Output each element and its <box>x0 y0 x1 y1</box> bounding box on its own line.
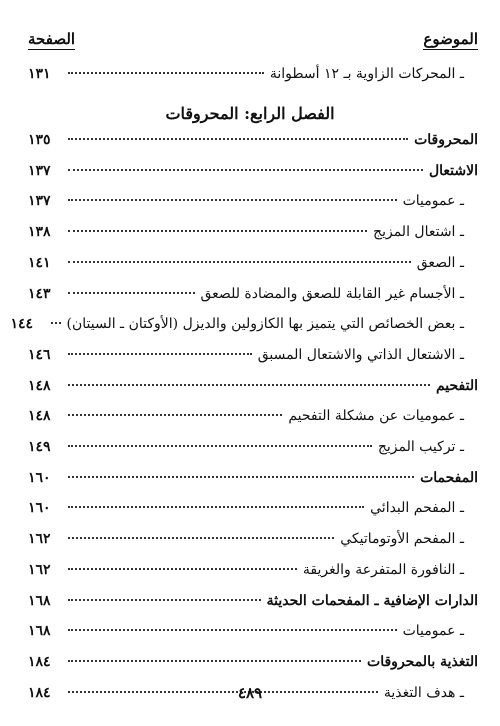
toc-entry-page: ١٤١ <box>28 254 51 271</box>
toc-entry-page: ١٦٢ <box>28 531 51 548</box>
subject-column-heading: الموضوع <box>423 30 478 48</box>
toc-entry <box>28 623 478 645</box>
toc-header <box>28 30 478 52</box>
toc-entry-title: ـ النافورة المتفرعة والغريقة <box>302 561 464 578</box>
dot-leader <box>68 414 282 416</box>
toc-entry <box>28 255 478 277</box>
toc-entry-title: التغذية بالمحروقات <box>367 653 478 670</box>
toc-entry-page: ١٦٨ <box>28 623 51 640</box>
toc-entry-page: ١٣٧ <box>28 193 51 210</box>
toc-entry-title: الدارات الإضافية ـ المفحمات الحديثة <box>266 592 478 609</box>
toc-entry-title: ـ عموميات <box>402 623 464 640</box>
toc-entry <box>28 500 478 522</box>
toc-entry-page: ١٣٧ <box>28 162 51 179</box>
dot-leader <box>68 230 367 232</box>
toc-entry-top <box>28 66 478 88</box>
toc-entry-page: ١٣٥ <box>28 132 51 148</box>
toc-entry-page: ١٤٨ <box>28 408 51 425</box>
dot-leader <box>68 199 397 201</box>
toc-entry <box>28 378 478 400</box>
dot-leader <box>68 660 361 662</box>
toc-entry <box>28 224 478 246</box>
toc-entry-page: ١٤٨ <box>28 377 51 394</box>
toc-entry-title: ـ عموميات <box>402 193 464 210</box>
toc-entry-page: ١٨٤ <box>28 684 51 701</box>
dot-leader <box>68 169 423 171</box>
toc-entry-title: ـ الاشتعال الذاتي والاشتعال المسبق <box>257 346 464 363</box>
toc-entry-title: ـ عموميات عن مشكلة التفحيم <box>288 408 464 425</box>
toc-entry-title: المحروقات <box>414 132 478 148</box>
toc-entry-title: ـ بعض الخصائص التي يتميز بها الكازولين والديزل (الأوكتان ـ السيتان) <box>66 316 464 333</box>
toc-entry-page: ١٨٤ <box>28 653 51 670</box>
toc-entry <box>28 654 478 676</box>
toc-entry-page: ١٤٩ <box>28 439 51 455</box>
toc-entry-title: ـ المفحم الأوتوماتيكي <box>340 531 464 548</box>
toc-entry <box>28 132 478 154</box>
toc-entry-title: ـ هدف التغذية <box>383 684 464 701</box>
dot-leader <box>68 261 411 263</box>
dot-leader <box>68 292 195 294</box>
toc-entry-title: المفحمات <box>420 469 478 486</box>
toc-entry <box>28 439 478 461</box>
toc-entry-title: ـ المفحم البدائي <box>370 500 464 517</box>
toc-entry <box>28 408 478 430</box>
toc-entry-title: ـ المحركات الزاوية بـ ١٢ أسطوانة <box>269 66 464 82</box>
dot-leader <box>68 72 264 74</box>
toc-entry <box>10 316 478 338</box>
toc-entry-page: ١٤٣ <box>28 285 51 302</box>
dot-leader <box>68 353 252 355</box>
dot-leader <box>68 445 372 447</box>
toc-entry <box>28 470 478 492</box>
toc-entry-page: ١٦٢ <box>28 561 51 578</box>
toc-entry-title: التفحيم <box>435 377 478 394</box>
chapter-title: الفصل الرابع: المحروقات <box>165 104 335 123</box>
page-number: ٤٨٩ <box>237 684 263 702</box>
toc-entry-page: ١٦٨ <box>28 592 51 609</box>
toc-entry <box>28 193 478 215</box>
dot-leader <box>68 384 430 386</box>
toc-entry-page: ١٦٠ <box>28 469 51 486</box>
toc-entry-page: ١٤٤ <box>10 316 34 333</box>
dot-leader <box>68 138 408 140</box>
toc-entry <box>28 562 478 584</box>
toc-entry-page: ١٣١ <box>28 66 51 82</box>
toc-entry-title: ـ الصعق <box>416 254 464 271</box>
dot-leader <box>68 629 397 631</box>
toc-entry <box>28 593 478 615</box>
toc-entry <box>28 347 478 369</box>
dot-leader <box>68 568 297 570</box>
dot-leader <box>68 476 414 478</box>
page-column-heading: الصفحة <box>28 30 76 48</box>
dot-leader <box>68 506 364 508</box>
toc-entry <box>28 163 478 185</box>
dot-leader <box>68 537 334 539</box>
toc-entry-title: ـ الأجسام غير القابلة للصعق والمضادة للصعق <box>200 285 464 302</box>
toc-entry <box>28 531 478 553</box>
toc-entry-page: ١٤٦ <box>28 346 51 363</box>
toc-entry-page: ١٦٠ <box>28 500 51 517</box>
toc-entry-title: ـ اشتعال المزيج <box>373 224 464 241</box>
toc-entry <box>28 286 478 308</box>
toc-entry-page: ١٣٨ <box>28 224 51 241</box>
dot-leader <box>68 599 261 601</box>
toc-entry-title: الاشتعال <box>428 162 478 179</box>
toc-entry-title: ـ تركيب المزيج <box>377 439 464 455</box>
dot-leader <box>51 322 61 324</box>
